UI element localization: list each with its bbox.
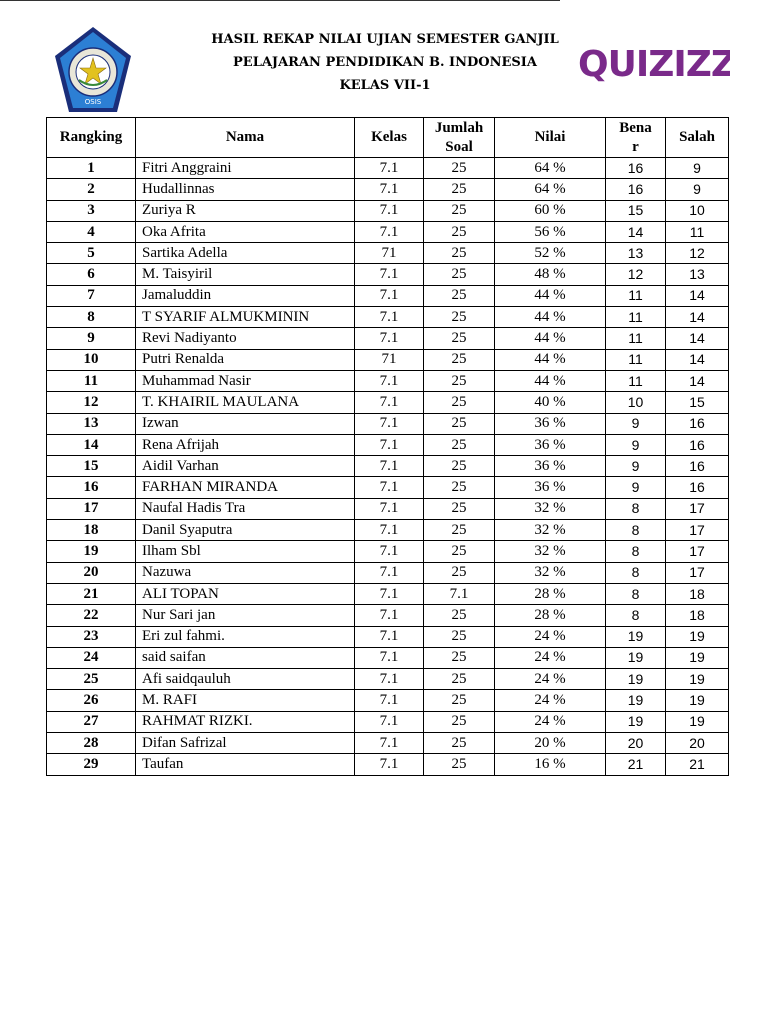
cell-kelas: 7.1 [355, 179, 424, 200]
cell-nilai: 52 % [495, 243, 606, 264]
cell-kelas: 71 [355, 349, 424, 370]
cell-soal: 25 [424, 477, 495, 498]
cell-benar: 16 [606, 158, 666, 179]
cell-rank: 1 [47, 158, 136, 179]
cell-nama: FARHAN MIRANDA [136, 477, 355, 498]
header-nilai: Nilai [495, 118, 606, 158]
cell-nama: Nazuwa [136, 562, 355, 583]
cell-soal: 25 [424, 754, 495, 775]
school-emblem-logo [52, 24, 134, 116]
table-body [47, 158, 729, 776]
cell-kelas: 7.1 [355, 754, 424, 775]
score-table [46, 117, 729, 776]
cell-benar: 21 [606, 754, 666, 775]
cell-nilai: 24 % [495, 690, 606, 711]
cell-soal: 25 [424, 626, 495, 647]
cell-rank: 20 [47, 562, 136, 583]
table-row [47, 605, 729, 626]
cell-salah: 19 [666, 669, 729, 690]
cell-soal: 25 [424, 221, 495, 242]
cell-rank: 10 [47, 349, 136, 370]
cell-rank: 15 [47, 456, 136, 477]
quizizz-logo-text: QUIZIZZ [578, 44, 730, 84]
cell-kelas: 7.1 [355, 434, 424, 455]
cell-rank: 5 [47, 243, 136, 264]
cell-benar: 8 [606, 562, 666, 583]
cell-kelas: 7.1 [355, 285, 424, 306]
cell-nama: Oka Afrita [136, 221, 355, 242]
cell-benar: 20 [606, 733, 666, 754]
cell-rank: 8 [47, 307, 136, 328]
cell-rank: 18 [47, 520, 136, 541]
cell-rank: 27 [47, 711, 136, 732]
cell-soal: 25 [424, 328, 495, 349]
cell-salah: 13 [666, 264, 729, 285]
cell-nama: Rena Afrijah [136, 434, 355, 455]
cell-salah: 19 [666, 647, 729, 668]
cell-salah: 9 [666, 179, 729, 200]
cell-soal: 25 [424, 179, 495, 200]
cell-benar: 19 [606, 626, 666, 647]
cell-benar: 8 [606, 541, 666, 562]
table-row [47, 370, 729, 391]
cell-kelas: 7.1 [355, 307, 424, 328]
cell-benar: 11 [606, 370, 666, 391]
cell-rank: 17 [47, 498, 136, 519]
header-benar [606, 118, 666, 158]
cell-kelas: 7.1 [355, 690, 424, 711]
cell-kelas: 7.1 [355, 264, 424, 285]
cell-benar: 8 [606, 498, 666, 519]
header-rangking: Rangking [47, 118, 136, 158]
cell-salah: 20 [666, 733, 729, 754]
header-salah: Salah [666, 118, 729, 158]
table-header-row [47, 118, 729, 158]
cell-rank: 21 [47, 583, 136, 604]
table-row [47, 158, 729, 179]
cell-nama: Afi saidqauluh [136, 669, 355, 690]
cell-benar: 11 [606, 349, 666, 370]
cell-nama: T. KHAIRIL MAULANA [136, 392, 355, 413]
cell-soal: 25 [424, 647, 495, 668]
cell-salah: 14 [666, 328, 729, 349]
title-line-2: PELAJARAN PENDIDIKAN B. INDONESIA [233, 55, 537, 70]
cell-rank: 25 [47, 669, 136, 690]
cell-nilai: 32 % [495, 562, 606, 583]
cell-salah: 12 [666, 243, 729, 264]
cell-nilai: 36 % [495, 456, 606, 477]
cell-nilai: 64 % [495, 158, 606, 179]
cell-nama: Sartika Adella [136, 243, 355, 264]
cell-rank: 9 [47, 328, 136, 349]
title-line-3: KELAS VII-1 [339, 78, 431, 93]
cell-salah: 16 [666, 456, 729, 477]
header-kelas: Kelas [355, 118, 424, 158]
cell-nama: Danil Syaputra [136, 520, 355, 541]
cell-salah: 19 [666, 711, 729, 732]
cell-nama: Ilham Sbl [136, 541, 355, 562]
cell-nilai: 36 % [495, 477, 606, 498]
cell-kelas: 7.1 [355, 711, 424, 732]
table-row [47, 647, 729, 668]
cell-soal: 25 [424, 605, 495, 626]
table-row [47, 477, 729, 498]
cell-rank: 14 [47, 434, 136, 455]
cell-kelas: 7.1 [355, 520, 424, 541]
table-row [47, 264, 729, 285]
cell-kelas: 7.1 [355, 498, 424, 519]
cell-salah: 18 [666, 605, 729, 626]
cell-nama: Revi Nadiyanto [136, 328, 355, 349]
table-row [47, 541, 729, 562]
cell-nama: RAHMAT RIZKI. [136, 711, 355, 732]
cell-kelas: 7.1 [355, 541, 424, 562]
cell-rank: 26 [47, 690, 136, 711]
table-row [47, 328, 729, 349]
cell-nama: Muhammad Nasir [136, 370, 355, 391]
table-row [47, 733, 729, 754]
cell-salah: 15 [666, 392, 729, 413]
table-row [47, 285, 729, 306]
cell-benar: 19 [606, 711, 666, 732]
table-row [47, 179, 729, 200]
cell-kelas: 7.1 [355, 370, 424, 391]
table-row [47, 690, 729, 711]
table-row [47, 562, 729, 583]
cell-nilai: 24 % [495, 669, 606, 690]
cell-benar: 12 [606, 264, 666, 285]
header-jumlah-soal-line2: Soal [445, 138, 473, 155]
cell-nilai: 56 % [495, 221, 606, 242]
table-row [47, 392, 729, 413]
cell-nilai: 32 % [495, 520, 606, 541]
cell-rank: 2 [47, 179, 136, 200]
cell-nilai: 64 % [495, 179, 606, 200]
table-row [47, 711, 729, 732]
table-row [47, 307, 729, 328]
cell-soal: 25 [424, 669, 495, 690]
top-rule [0, 0, 560, 1]
cell-kelas: 7.1 [355, 733, 424, 754]
cell-nilai: 24 % [495, 711, 606, 732]
cell-nilai: 40 % [495, 392, 606, 413]
cell-salah: 17 [666, 541, 729, 562]
cell-nilai: 44 % [495, 370, 606, 391]
cell-nilai: 24 % [495, 647, 606, 668]
cell-benar: 8 [606, 605, 666, 626]
cell-kelas: 7.1 [355, 392, 424, 413]
cell-rank: 28 [47, 733, 136, 754]
cell-soal: 25 [424, 285, 495, 306]
cell-kelas: 7.1 [355, 583, 424, 604]
cell-benar: 19 [606, 669, 666, 690]
cell-kelas: 7.1 [355, 328, 424, 349]
cell-soal: 25 [424, 243, 495, 264]
table-row [47, 413, 729, 434]
header-benar-line2: r [632, 138, 639, 155]
cell-nama: ALI TOPAN [136, 583, 355, 604]
cell-salah: 19 [666, 626, 729, 647]
cell-nilai: 36 % [495, 413, 606, 434]
table-row [47, 200, 729, 221]
cell-benar: 19 [606, 647, 666, 668]
cell-kelas: 7.1 [355, 647, 424, 668]
cell-nilai: 44 % [495, 328, 606, 349]
cell-kelas: 7.1 [355, 626, 424, 647]
cell-nilai: 20 % [495, 733, 606, 754]
cell-nama: Fitri Anggraini [136, 158, 355, 179]
cell-salah: 14 [666, 285, 729, 306]
cell-nama: M. RAFI [136, 690, 355, 711]
cell-benar: 9 [606, 434, 666, 455]
header-jumlah-soal [424, 118, 495, 158]
cell-nilai: 24 % [495, 626, 606, 647]
header-benar-line1: Bena [619, 119, 652, 136]
table-row [47, 456, 729, 477]
cell-soal: 25 [424, 264, 495, 285]
cell-soal: 25 [424, 520, 495, 541]
cell-soal: 25 [424, 690, 495, 711]
cell-benar: 14 [606, 221, 666, 242]
cell-rank: 6 [47, 264, 136, 285]
cell-benar: 8 [606, 520, 666, 541]
cell-kelas: 7.1 [355, 200, 424, 221]
document-title [175, 28, 595, 97]
emblem-base-text: OSIS [84, 98, 102, 106]
cell-nama: said saifan [136, 647, 355, 668]
cell-nilai: 28 % [495, 605, 606, 626]
cell-benar: 9 [606, 456, 666, 477]
cell-soal: 25 [424, 200, 495, 221]
cell-nilai: 44 % [495, 285, 606, 306]
cell-rank: 11 [47, 370, 136, 391]
cell-salah: 14 [666, 307, 729, 328]
cell-nama: M. Taisyiril [136, 264, 355, 285]
cell-rank: 4 [47, 221, 136, 242]
cell-kelas: 7.1 [355, 221, 424, 242]
cell-soal: 25 [424, 456, 495, 477]
cell-nilai: 28 % [495, 583, 606, 604]
cell-salah: 9 [666, 158, 729, 179]
cell-kelas: 7.1 [355, 158, 424, 179]
cell-rank: 29 [47, 754, 136, 775]
cell-nama: Putri Renalda [136, 349, 355, 370]
cell-benar: 19 [606, 690, 666, 711]
table-row [47, 626, 729, 647]
cell-soal: 25 [424, 349, 495, 370]
cell-nilai: 36 % [495, 434, 606, 455]
cell-kelas: 7.1 [355, 562, 424, 583]
cell-nilai: 44 % [495, 307, 606, 328]
cell-benar: 11 [606, 307, 666, 328]
quizizz-logo [578, 40, 730, 84]
cell-nilai: 16 % [495, 754, 606, 775]
table-row [47, 221, 729, 242]
cell-benar: 11 [606, 285, 666, 306]
cell-soal: 25 [424, 733, 495, 754]
cell-nilai: 48 % [495, 264, 606, 285]
header-jumlah-soal-line1: Jumlah [434, 119, 484, 136]
cell-salah: 11 [666, 221, 729, 242]
cell-nama: Aidil Varhan [136, 456, 355, 477]
cell-soal: 25 [424, 562, 495, 583]
table-row [47, 754, 729, 775]
cell-salah: 21 [666, 754, 729, 775]
cell-salah: 16 [666, 477, 729, 498]
table-row [47, 520, 729, 541]
cell-salah: 17 [666, 520, 729, 541]
cell-salah: 10 [666, 200, 729, 221]
cell-rank: 12 [47, 392, 136, 413]
cell-kelas: 7.1 [355, 477, 424, 498]
cell-rank: 13 [47, 413, 136, 434]
cell-kelas: 7.1 [355, 605, 424, 626]
table-row [47, 349, 729, 370]
cell-nama: Difan Safrizal [136, 733, 355, 754]
cell-soal: 7.1 [424, 583, 495, 604]
cell-rank: 23 [47, 626, 136, 647]
cell-nilai: 44 % [495, 349, 606, 370]
table-row [47, 498, 729, 519]
cell-benar: 15 [606, 200, 666, 221]
cell-nilai: 32 % [495, 498, 606, 519]
cell-rank: 3 [47, 200, 136, 221]
cell-nama: Hudallinnas [136, 179, 355, 200]
cell-nama: Zuriya R [136, 200, 355, 221]
cell-nilai: 32 % [495, 541, 606, 562]
cell-kelas: 7.1 [355, 456, 424, 477]
cell-nama: Nur Sari jan [136, 605, 355, 626]
cell-benar: 9 [606, 477, 666, 498]
cell-rank: 22 [47, 605, 136, 626]
cell-salah: 16 [666, 413, 729, 434]
cell-nama: Jamaluddin [136, 285, 355, 306]
cell-benar: 16 [606, 179, 666, 200]
cell-salah: 16 [666, 434, 729, 455]
cell-benar: 13 [606, 243, 666, 264]
cell-rank: 24 [47, 647, 136, 668]
table-row [47, 434, 729, 455]
cell-salah: 14 [666, 349, 729, 370]
cell-benar: 9 [606, 413, 666, 434]
cell-kelas: 7.1 [355, 669, 424, 690]
cell-nama: Naufal Hadis Tra [136, 498, 355, 519]
header-nama: Nama [136, 118, 355, 158]
cell-salah: 17 [666, 498, 729, 519]
cell-salah: 14 [666, 370, 729, 391]
table-row [47, 583, 729, 604]
table-row [47, 243, 729, 264]
cell-nama: T SYARIF ALMUKMININ [136, 307, 355, 328]
cell-salah: 18 [666, 583, 729, 604]
cell-kelas: 71 [355, 243, 424, 264]
cell-soal: 25 [424, 370, 495, 391]
title-line-1: HASIL REKAP NILAI UJIAN SEMESTER GANJIL [211, 32, 559, 47]
cell-soal: 25 [424, 307, 495, 328]
cell-soal: 25 [424, 158, 495, 179]
cell-kelas: 7.1 [355, 413, 424, 434]
cell-nama: Izwan [136, 413, 355, 434]
cell-salah: 19 [666, 690, 729, 711]
cell-nama: Eri zul fahmi. [136, 626, 355, 647]
cell-soal: 25 [424, 413, 495, 434]
cell-nilai: 60 % [495, 200, 606, 221]
cell-soal: 25 [424, 392, 495, 413]
cell-benar: 8 [606, 583, 666, 604]
cell-soal: 25 [424, 711, 495, 732]
cell-soal: 25 [424, 541, 495, 562]
cell-rank: 16 [47, 477, 136, 498]
cell-rank: 7 [47, 285, 136, 306]
cell-nama: Taufan [136, 754, 355, 775]
cell-soal: 25 [424, 498, 495, 519]
table-row [47, 669, 729, 690]
cell-rank: 19 [47, 541, 136, 562]
cell-benar: 11 [606, 328, 666, 349]
cell-benar: 10 [606, 392, 666, 413]
cell-soal: 25 [424, 434, 495, 455]
cell-salah: 17 [666, 562, 729, 583]
